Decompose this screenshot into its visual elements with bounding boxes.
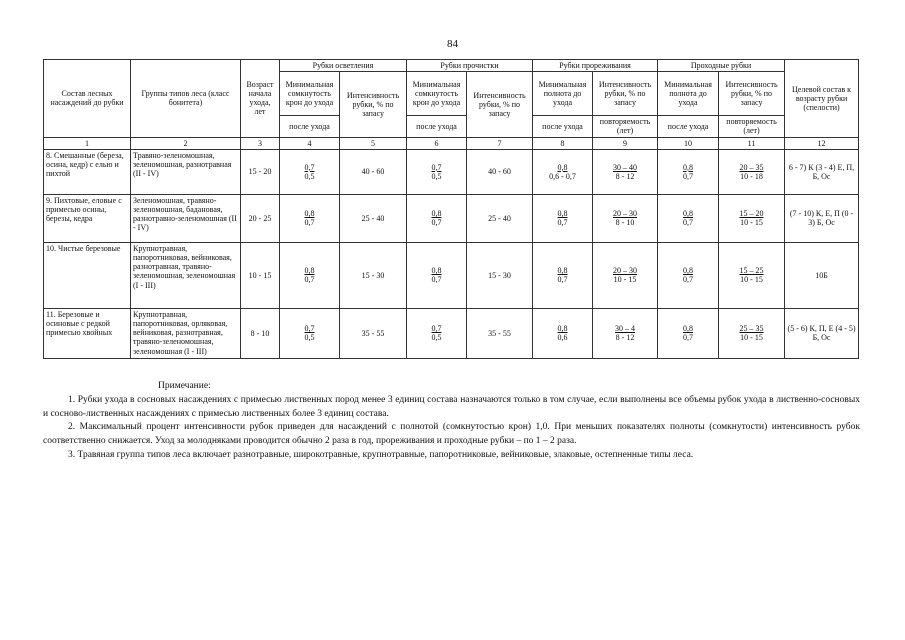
cell-c9 [593,242,658,308]
fraction [432,266,442,284]
forest-care-table [43,59,859,359]
fraction [432,163,442,181]
fraction [683,324,693,342]
fraction-denominator: 0,5 [304,171,315,181]
fraction-denominator: 0,7 [431,218,442,228]
column-number: 9 [593,137,658,149]
cell-c12: (5 - 6) К, П, Е (4 - 5) Б, Ос [785,308,859,358]
fraction-denominator: 8 - 10 [615,218,635,228]
fraction [740,163,764,181]
fraction [558,324,568,342]
cell-c12: 6 - 7) К (3 - 4) Е, П, Б, Ос [785,149,859,194]
header-intensity: Интенсивность рубки, % по запасу [340,72,407,137]
cell-composition: 10. Чистые березовые [44,242,131,308]
fraction-numerator: 0,8 [431,266,442,276]
fraction [549,163,576,181]
column-number: 1 [44,137,131,149]
fraction-denominator: 8 - 12 [615,333,635,343]
header-intensity: Интенсивность рубки, % по запасу [719,72,785,116]
fraction [683,209,693,227]
fraction-denominator: 0,7 [683,333,694,343]
column-number: 4 [280,137,340,149]
fraction [740,324,764,342]
fraction-denominator: 0,6 [557,333,568,343]
cell-c4 [280,242,340,308]
cell-c6 [407,242,467,308]
fraction-numerator: 0,8 [557,266,568,276]
cell-c10 [658,194,719,242]
header-after-care: после ухода [280,116,340,137]
header-after-care: после ухода [533,116,593,137]
fraction-numerator: 20 – 30 [613,266,638,276]
column-number: 12 [785,137,859,149]
fraction-numerator: 0,8 [431,209,442,219]
table-body [44,149,859,358]
cell-c6 [407,149,467,194]
cell-composition: 11. Березовые и осиновые с редкой примесью хвойных [44,308,131,358]
cell-forest-types: Травяно-зеленомошная, зеленомошная, разнотравная (II - IV) [131,149,241,194]
fraction [613,209,637,227]
fraction [305,324,315,342]
fraction-denominator: 0,7 [557,275,568,285]
fraction-denominator: 0,7 [557,218,568,228]
cell-c5: 40 - 60 [340,149,407,194]
fraction [305,209,315,227]
fraction-numerator: 0,8 [683,162,694,172]
cell-c11 [719,242,785,308]
page-number: 84 [447,38,458,50]
fraction-numerator: 0,8 [683,324,694,334]
fraction [432,324,442,342]
fraction [558,209,568,227]
cell-forest-types: Крупнотравная, папоротниковая, орляковая, вейниковая, разнотравная, травяно-зеленомошная, зеленомошная (I - III) [131,308,241,358]
header-intensity: Интенсивность рубки, % по запасу [593,72,658,116]
fraction [615,324,635,342]
fraction-denominator: 10 - 15 [740,333,763,343]
fraction [613,266,637,284]
fraction [305,163,315,181]
column-number: 6 [407,137,467,149]
fraction-denominator: 10 - 15 [613,275,637,285]
cell-c7: 15 - 30 [467,242,533,308]
fraction-numerator: 15 – 20 [739,209,764,219]
fraction-denominator: 0,7 [304,218,315,228]
header-min-density: Минимальная полнота до ухода [658,72,719,116]
header-composition: Состав лесных насаждений до рубки [44,60,131,138]
fraction-denominator: 10 - 18 [740,171,763,181]
fraction-numerator: 0,7 [431,324,442,334]
fraction-numerator: 0,8 [304,209,315,219]
header-start-age: Возраст начала ухода, лет [241,60,280,138]
cell-age: 10 - 15 [241,242,280,308]
cell-c10 [658,242,719,308]
fraction-numerator: 15 – 25 [739,266,764,276]
notes-title: Примечание: [158,381,211,391]
column-number: 3 [241,137,280,149]
column-number: 11 [719,137,785,149]
cell-c6 [407,308,467,358]
header-forest-type-groups: Группы типов леса (класс бонитета) [131,60,241,138]
notes-section [43,380,860,463]
column-number: 10 [658,137,719,149]
cell-c11 [719,149,785,194]
fraction-denominator: 10 - 15 [740,218,763,228]
cell-c4 [280,308,340,358]
fraction-numerator: 0,8 [304,266,315,276]
fraction-denominator: 0,7 [304,275,315,285]
cell-composition: 9. Пихтовые, еловые с примесью осины, березы, кедра [44,194,131,242]
fraction-denominator: 0,6 - 0,7 [549,171,576,181]
fraction-numerator: 0,8 [557,209,568,219]
fraction [683,163,693,181]
fraction [740,209,764,227]
cell-forest-types: Зеленомошная, травяно-зеленомошная, бадановая, разнотравно-зеленомошная (II - IV) [131,194,241,242]
table-row [44,149,859,194]
column-number: 2 [131,137,241,149]
header-passage-cuttings: Проходные рубки [658,60,785,72]
header-cleaning-cuttings: Рубки прочистки [407,60,533,72]
cell-c11 [719,308,785,358]
fraction-denominator: 0,5 [431,171,442,181]
cell-c8 [533,194,593,242]
cell-age: 20 - 25 [241,194,280,242]
fraction-denominator: 0,7 [683,171,694,181]
cell-c4 [280,149,340,194]
cell-c8 [533,242,593,308]
fraction-numerator: 30 – 4 [615,324,636,334]
column-number: 7 [467,137,533,149]
header-clearing-cuttings: Рубки осветления [280,60,407,72]
note-item: 1. Рубки ухода в сосновых насаждениях с примесью лиственных пород менее 3 единиц состава назначаются только в том случае, если выполнены все объемы рубок ухода в лиственно-сосновых и сосново-лиственных насаждениях с примесью лиственных более 3 единиц состава. [43,394,860,419]
table-row [44,242,859,308]
cell-c5: 25 - 40 [340,194,407,242]
cell-c10 [658,149,719,194]
header-after-care: после ухода [407,116,467,137]
cell-c12: 10Б [785,242,859,308]
fraction-denominator: 0,5 [304,333,315,343]
cell-c11 [719,194,785,242]
cell-c9 [593,194,658,242]
cell-c4 [280,194,340,242]
fraction-denominator: 0,7 [431,275,442,285]
fraction-denominator: 8 - 12 [615,171,635,181]
fraction-denominator: 0,7 [683,275,694,285]
fraction-numerator: 25 – 35 [739,324,764,334]
table-header [44,60,859,150]
fraction-denominator: 10 - 15 [740,275,763,285]
cell-c6 [407,194,467,242]
cell-c7: 25 - 40 [467,194,533,242]
cell-c10 [658,308,719,358]
fraction [305,266,315,284]
header-min-canopy: Минимальная сомкнутость крон до ухода [280,72,340,116]
fraction-numerator: 0,7 [431,162,442,172]
fraction-numerator: 0,8 [683,209,694,219]
fraction [683,266,693,284]
cell-c9 [593,308,658,358]
cell-composition: 8. Смешанные (береза, осина, кедр) с елью и пихтой [44,149,131,194]
fraction-numerator: 30 – 40 [613,162,638,172]
cell-c7: 35 - 55 [467,308,533,358]
column-numbers-row [44,137,859,149]
cell-c7: 40 - 60 [467,149,533,194]
column-number: 5 [340,137,407,149]
note-item: 2. Максимальный процент интенсивности рубок приведен для насаждений с полнотой (сомкнутостью крон) 1,0. При меньших показателях полноты (сомкнутости) интенсивность рубок соответственно снижается. Уход за молодняками проводится обычно 2 раза в год, прореживания и проходные рубки – по 1 – 2 раза. [43,422,860,447]
table-row [44,308,859,358]
header-intensity: Интенсивность рубки, % по запасу [467,72,533,137]
header-thinning-cuttings: Рубки прореживания [533,60,658,72]
header-min-density: Минимальная полнота до ухода [533,72,593,116]
fraction [558,266,568,284]
cell-forest-types: Крупнотравная, папоротниковая, вейниковая, разнотравная, травяно-зеленомошная, зеленомошная (I - III) [131,242,241,308]
header-min-canopy: Минимальная сомкнутость крон до ухода [407,72,467,116]
cell-age: 8 - 10 [241,308,280,358]
column-number: 8 [533,137,593,149]
fraction-numerator: 0,8 [683,266,694,276]
cell-c5: 35 - 55 [340,308,407,358]
fraction-denominator: 0,7 [683,218,694,228]
header-target-composition: Целевой состав к возрасту рубки (спелости) [785,60,859,138]
fraction-numerator: 20 – 35 [739,162,764,172]
header-repeatability: повторяемость (лет) [719,116,785,137]
fraction [740,266,764,284]
table-row [44,194,859,242]
fraction-numerator: 0,8 [557,162,568,172]
fraction-denominator: 0,5 [431,333,442,343]
fraction-numerator: 0,8 [557,324,568,334]
cell-c8 [533,149,593,194]
cell-c8 [533,308,593,358]
cell-c5: 15 - 30 [340,242,407,308]
fraction [613,163,637,181]
cell-c9 [593,149,658,194]
header-after-care: после ухода [658,116,719,137]
fraction-numerator: 0,7 [304,324,315,334]
fraction-numerator: 0,7 [304,162,315,172]
fraction-numerator: 20 – 30 [613,209,638,219]
note-item: 3. Травяная группа типов леса включает разнотравные, широкотравные, крупнотравные, папоротниковые, вейниковые, злаковые, остепненные типы леса. [68,449,694,460]
cell-c12: (7 - 10) К, Е, П (0 - 3) Б, Ос [785,194,859,242]
header-repeatability: повторяемость (лет) [593,116,658,137]
fraction [432,209,442,227]
cell-age: 15 - 20 [241,149,280,194]
